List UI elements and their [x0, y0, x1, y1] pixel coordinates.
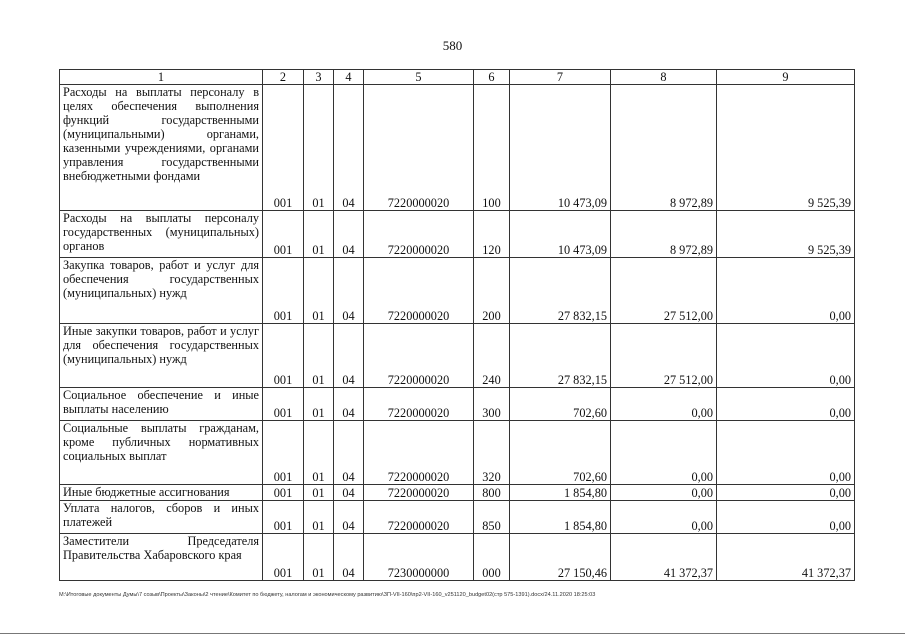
row-name: Уплата налогов, сборов и иных платежей	[60, 501, 263, 534]
column-header: 3	[304, 70, 334, 85]
cell-subsection: 04	[334, 211, 364, 258]
column-header: 1	[60, 70, 263, 85]
row-name: Социальные выплаты гражданам, кроме публичных нормативных социальных выплат	[60, 421, 263, 485]
cell-year3: 0,00	[717, 501, 855, 534]
cell-year1: 1 854,80	[510, 485, 611, 501]
cell-year1: 27 832,15	[510, 324, 611, 388]
cell-year1: 1 854,80	[510, 501, 611, 534]
cell-year3: 0,00	[717, 324, 855, 388]
table-row	[60, 534, 855, 581]
column-header: 7	[510, 70, 611, 85]
budget-table	[59, 69, 855, 581]
cell-type: 120	[474, 211, 510, 258]
table-row	[60, 485, 855, 501]
cell-ministry: 001	[263, 534, 304, 581]
row-name: Заместители Председателя Правительства Хабаровского края	[60, 534, 263, 581]
row-name: Закупка товаров, работ и услуг для обеспечения государственных (муниципальных) нужд	[60, 258, 263, 324]
row-name: Расходы на выплаты персоналу государственных (муниципальных) органов	[60, 211, 263, 258]
row-name: Иные бюджетные ассигнования	[60, 485, 263, 501]
table-row	[60, 421, 855, 485]
cell-target: 7220000020	[364, 85, 474, 211]
cell-section: 01	[304, 485, 334, 501]
scan-edge-line	[0, 633, 905, 634]
table-header-row	[60, 70, 855, 85]
table-row	[60, 258, 855, 324]
cell-subsection: 04	[334, 324, 364, 388]
cell-target: 7220000020	[364, 324, 474, 388]
cell-section: 01	[304, 388, 334, 421]
table-row	[60, 85, 855, 211]
table-row	[60, 501, 855, 534]
cell-year3: 0,00	[717, 388, 855, 421]
table-row	[60, 324, 855, 388]
cell-year1: 10 473,09	[510, 211, 611, 258]
column-header: 4	[334, 70, 364, 85]
cell-ministry: 001	[263, 211, 304, 258]
cell-year2: 27 512,00	[611, 258, 717, 324]
row-name: Социальное обеспечение и иные выплаты населению	[60, 388, 263, 421]
cell-year1: 27 832,15	[510, 258, 611, 324]
cell-type: 200	[474, 258, 510, 324]
cell-section: 01	[304, 534, 334, 581]
cell-year3: 0,00	[717, 421, 855, 485]
column-header: 9	[717, 70, 855, 85]
cell-section: 01	[304, 211, 334, 258]
cell-year2: 8 972,89	[611, 85, 717, 211]
table-row	[60, 211, 855, 258]
cell-year3: 9 525,39	[717, 85, 855, 211]
cell-section: 01	[304, 324, 334, 388]
cell-year1: 702,60	[510, 388, 611, 421]
cell-year2: 0,00	[611, 485, 717, 501]
cell-year2: 0,00	[611, 388, 717, 421]
cell-year2: 0,00	[611, 501, 717, 534]
cell-ministry: 001	[263, 388, 304, 421]
cell-year3: 41 372,37	[717, 534, 855, 581]
cell-ministry: 001	[263, 421, 304, 485]
cell-year1: 702,60	[510, 421, 611, 485]
cell-target: 7220000020	[364, 388, 474, 421]
cell-year3: 9 525,39	[717, 211, 855, 258]
cell-target: 7220000020	[364, 211, 474, 258]
row-name: Иные закупки товаров, работ и услуг для обеспечения государственных (муниципальных) нужд	[60, 324, 263, 388]
cell-target: 7220000020	[364, 501, 474, 534]
cell-section: 01	[304, 258, 334, 324]
table-row	[60, 388, 855, 421]
column-header: 2	[263, 70, 304, 85]
cell-type: 320	[474, 421, 510, 485]
column-header: 6	[474, 70, 510, 85]
cell-target: 7230000000	[364, 534, 474, 581]
cell-type: 800	[474, 485, 510, 501]
cell-subsection: 04	[334, 258, 364, 324]
cell-ministry: 001	[263, 85, 304, 211]
cell-subsection: 04	[334, 388, 364, 421]
cell-year2: 27 512,00	[611, 324, 717, 388]
file-path-footer: М:\Итоговые документы Думы\7 созыв\Проекты\Законы\2 чтение\Комитет по бюджету, налогам и экономическому развитию\ЗП-VII-160\пр2-VII-160_v251120_budget02(стр 575-1391).docx/24.11.2020 18:25:03	[59, 592, 596, 598]
cell-ministry: 001	[263, 324, 304, 388]
cell-year1: 27 150,46	[510, 534, 611, 581]
cell-ministry: 001	[263, 485, 304, 501]
column-header: 5	[364, 70, 474, 85]
cell-type: 300	[474, 388, 510, 421]
cell-year3: 0,00	[717, 258, 855, 324]
cell-section: 01	[304, 421, 334, 485]
cell-subsection: 04	[334, 485, 364, 501]
cell-section: 01	[304, 85, 334, 211]
cell-year1: 10 473,09	[510, 85, 611, 211]
cell-year2: 0,00	[611, 421, 717, 485]
cell-ministry: 001	[263, 258, 304, 324]
page-number: 580	[442, 38, 463, 53]
cell-year3: 0,00	[717, 485, 855, 501]
cell-subsection: 04	[334, 421, 364, 485]
cell-year2: 41 372,37	[611, 534, 717, 581]
cell-type: 850	[474, 501, 510, 534]
cell-year2: 8 972,89	[611, 211, 717, 258]
cell-target: 7220000020	[364, 485, 474, 501]
cell-type: 000	[474, 534, 510, 581]
cell-subsection: 04	[334, 85, 364, 211]
cell-subsection: 04	[334, 501, 364, 534]
cell-section: 01	[304, 501, 334, 534]
column-header: 8	[611, 70, 717, 85]
cell-target: 7220000020	[364, 258, 474, 324]
row-name: Расходы на выплаты персоналу в целях обеспечения выполнения функций государственными (муниципальными) органами, казенными учреждениями, органами управления государственными внебюджетными фондами	[60, 85, 263, 211]
cell-ministry: 001	[263, 501, 304, 534]
cell-type: 100	[474, 85, 510, 211]
cell-target: 7220000020	[364, 421, 474, 485]
cell-type: 240	[474, 324, 510, 388]
cell-subsection: 04	[334, 534, 364, 581]
